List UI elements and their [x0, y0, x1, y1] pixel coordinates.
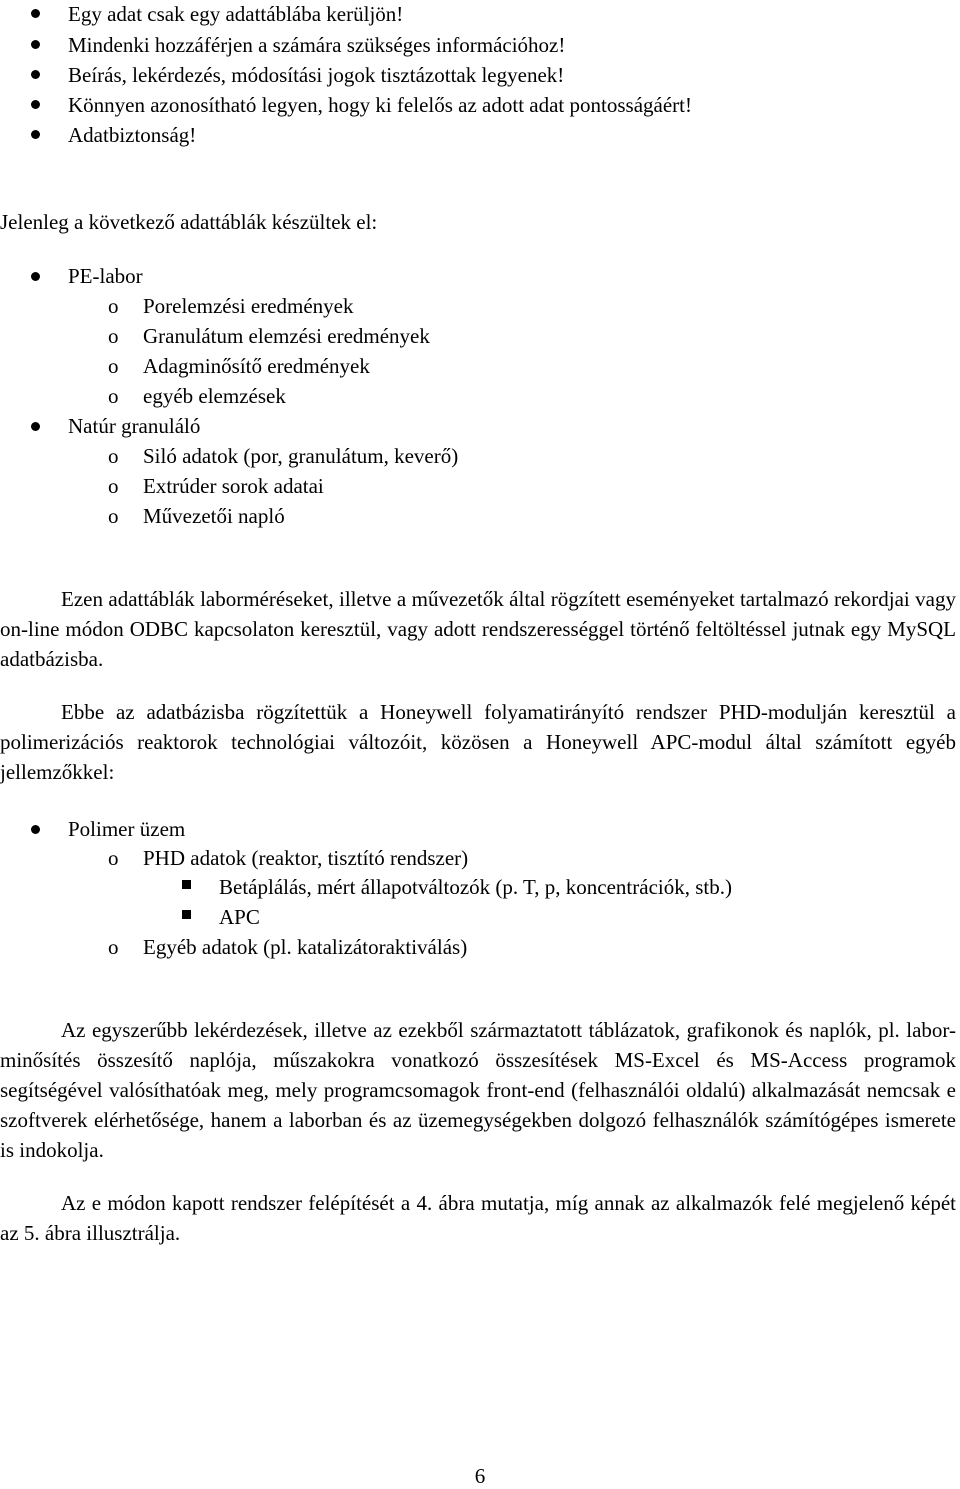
list-item: PHD adatok (reaktor, tisztító rendszer) — [143, 846, 469, 870]
sub-bullet-icon: o — [108, 294, 119, 318]
list-item: Adatbiztonság! — [68, 123, 197, 147]
square-bullet-icon — [182, 910, 191, 919]
paragraph-4: Az e módon kapott rendszer felépítését a 4. ábra mutatja, míg annak az alkalmazók felé megjelenő képét az 5. ábra illusztrálja. — [0, 1191, 956, 1245]
list-item: Betáplálás, mért állapotváltozók (p. T, p, koncentrációk, stb.) — [219, 875, 732, 899]
sub-bullet-icon: o — [108, 384, 119, 408]
list-item: Könnyen azonosítható legyen, hogy ki felelős az adott adat pontosságáért! — [68, 93, 692, 117]
intro-heading: Jelenleg a következő adattáblák készültek el: — [0, 210, 378, 234]
bullet-dot-icon — [31, 40, 40, 49]
bullet-dot-icon — [31, 9, 40, 18]
list-item: Extrúder sorok adatai — [143, 474, 324, 498]
list-item: Granulátum elemzési eredmények — [143, 324, 430, 348]
paragraph-1: Ezen adattáblák laborméréseket, illetve a művezetők által rögzített eseményeket tartalmazó rekordjai vagy on-line módon ODBC kapcsolaton keresztül, vagy adott rendszerességgel történő feltöltéssel jutnak egy MySQL adatbázisba. — [0, 587, 956, 671]
list-item: APC — [219, 905, 260, 929]
sub-bullet-icon: o — [108, 354, 119, 378]
list-item: Beírás, lekérdezés, módosítási jogok tisztázottak legyenek! — [68, 63, 565, 87]
sub-bullet-icon: o — [108, 935, 119, 959]
square-bullet-icon — [182, 880, 191, 889]
list-item: Mindenki hozzáférjen a számára szükséges információhoz! — [68, 33, 566, 57]
sub-bullet-icon: o — [108, 474, 119, 498]
sub-bullet-icon: o — [108, 846, 119, 870]
list-item: Művezetői napló — [143, 504, 285, 528]
list-item: Natúr granuláló — [68, 414, 201, 438]
list-item: Siló adatok (por, granulátum, keverő) — [143, 444, 459, 468]
bullet-dot-icon — [31, 422, 40, 431]
list-item: Porelemzési eredmények — [143, 294, 354, 318]
page-number: 6 — [474, 1464, 486, 1488]
bullet-dot-icon — [31, 825, 40, 834]
list-item: PE-labor — [68, 264, 143, 288]
sub-bullet-icon: o — [108, 444, 119, 468]
sub-bullet-icon: o — [108, 504, 119, 528]
list-item: Adagminősítő eredmények — [143, 354, 370, 378]
bullet-dot-icon — [31, 130, 40, 139]
list-item: Polimer üzem — [68, 817, 186, 841]
paragraph-2: Ebbe az adatbázisba rögzítettük a Honeywell folyamatirányító rendszer PHD-modulján keresztül a polimerizációs reaktorok technológiai változóit, közösen a Honeywell APC-modul által számított egyéb jellemzőkkel: — [0, 700, 956, 784]
list-item: Egyéb adatok (pl. katalizátoraktiválás) — [143, 935, 468, 959]
bullet-dot-icon — [31, 70, 40, 79]
bullet-dot-icon — [31, 100, 40, 109]
sub-bullet-icon: o — [108, 324, 119, 348]
list-item: Egy adat csak egy adattáblába kerüljön! — [68, 2, 404, 26]
list-item: egyéb elemzések — [143, 384, 286, 408]
bullet-dot-icon — [31, 272, 40, 281]
paragraph-3: Az egyszerűbb lekérdezések, illetve az ezekből származtatott táblázatok, grafikonok és naplók, pl. labor-minősítés összesítő naplója, műszakokra vonatkozó összesítések MS-Excel és MS-Access programok segítségével valósíthatóak meg, mely programcsomagok front-end (felhasználói oldalú) alkalmazását nemcsak e szoftverek elérhetősége, hanem a laborban és az üzemegységekben dolgozó felhasználók számítógépes ismerete is indokolja. — [0, 1018, 956, 1162]
